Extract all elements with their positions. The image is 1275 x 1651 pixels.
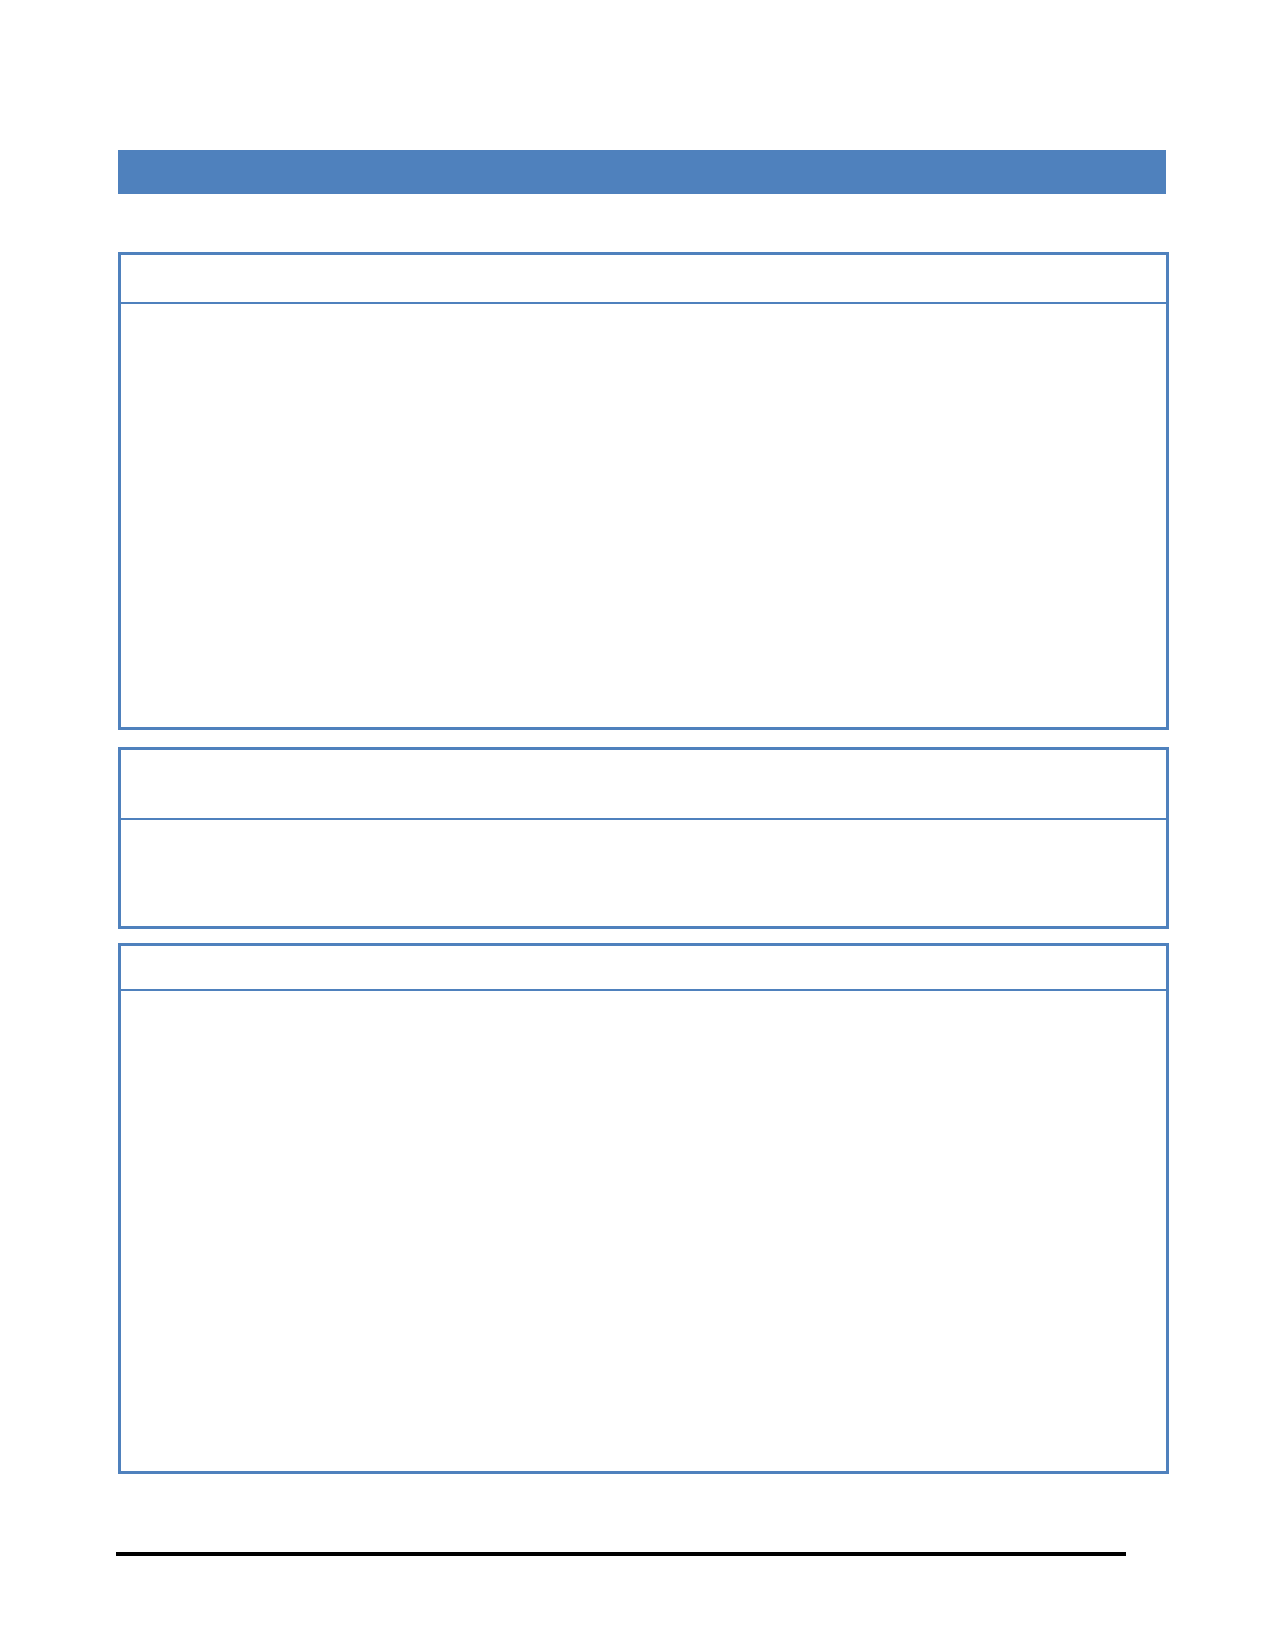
code-bar bbox=[118, 150, 1166, 194]
overall-criteria-table bbox=[118, 747, 1169, 929]
footer-rule bbox=[116, 1552, 1126, 1556]
competence-context-table bbox=[118, 252, 1169, 730]
elements-criteria-table bbox=[118, 943, 1169, 1474]
